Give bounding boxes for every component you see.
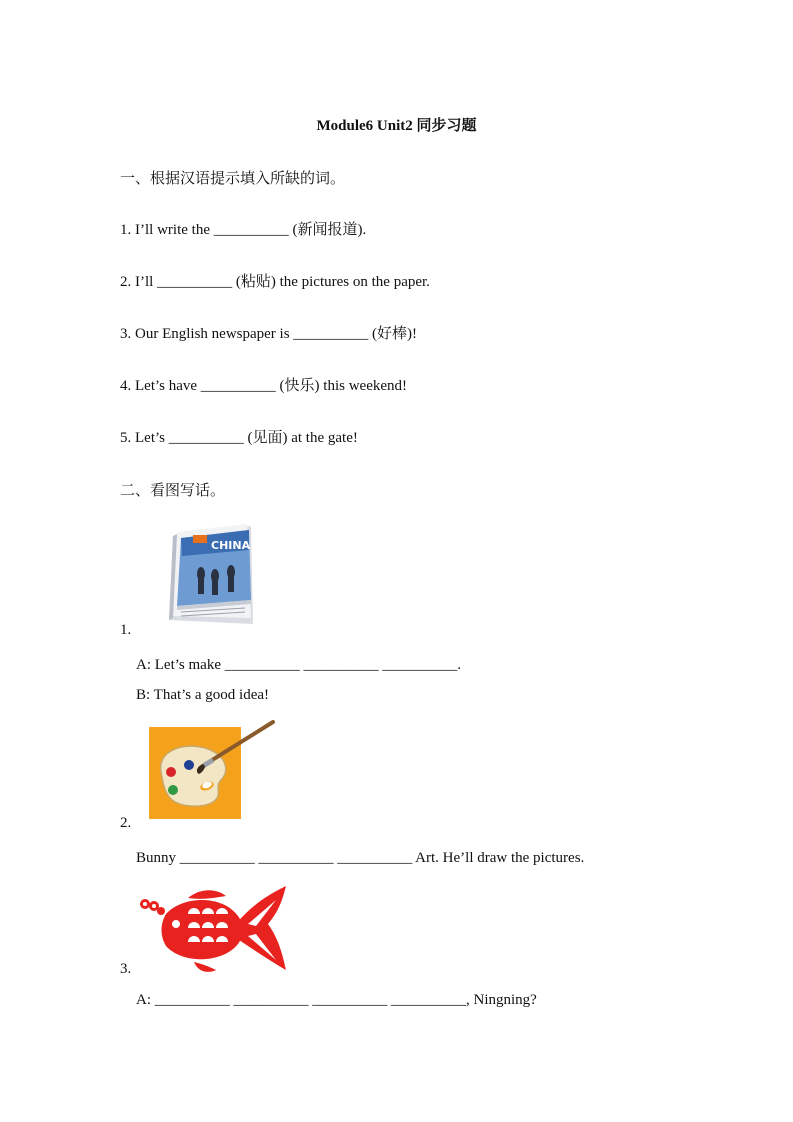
q3-number: 3. <box>120 961 132 977</box>
newspaper-image <box>165 522 257 632</box>
q1-line-b: B: That’s a good idea! <box>136 687 270 703</box>
q2-line: Bunny __________ __________ __________ Art. He’ll draw the pictures. <box>136 850 585 866</box>
exercise-item-3: 3. Our English newspaper is __________ (好棒)! <box>120 326 418 342</box>
section2-heading: 二、看图写话。 <box>120 481 226 499</box>
paint-palette-image <box>147 720 277 822</box>
exercise-item-4: 4. Let’s have __________ (快乐) this weekend! <box>120 378 408 394</box>
q1-line-a: A: Let’s make __________ __________ __________. <box>136 657 461 673</box>
page-title: Module6 Unit2 同步习题 <box>316 118 477 134</box>
q3-line: A: __________ __________ __________ __________, Ningning? <box>136 992 537 1008</box>
exercise-item-2: 2. I’ll __________ (粘贴) the pictures on the paper. <box>120 274 430 290</box>
exercise-item-1: 1. I’ll write the __________ (新闻报道). <box>120 222 367 238</box>
q2-number: 2. <box>120 815 132 831</box>
paper-cut-fish-image <box>136 884 290 974</box>
q1-number: 1. <box>120 622 132 638</box>
section1-heading: 一、根据汉语提示填入所缺的词。 <box>120 169 346 187</box>
china-masthead: CHINA <box>211 539 251 552</box>
exercise-item-5: 5. Let’s __________ (见面) at the gate! <box>120 430 358 446</box>
